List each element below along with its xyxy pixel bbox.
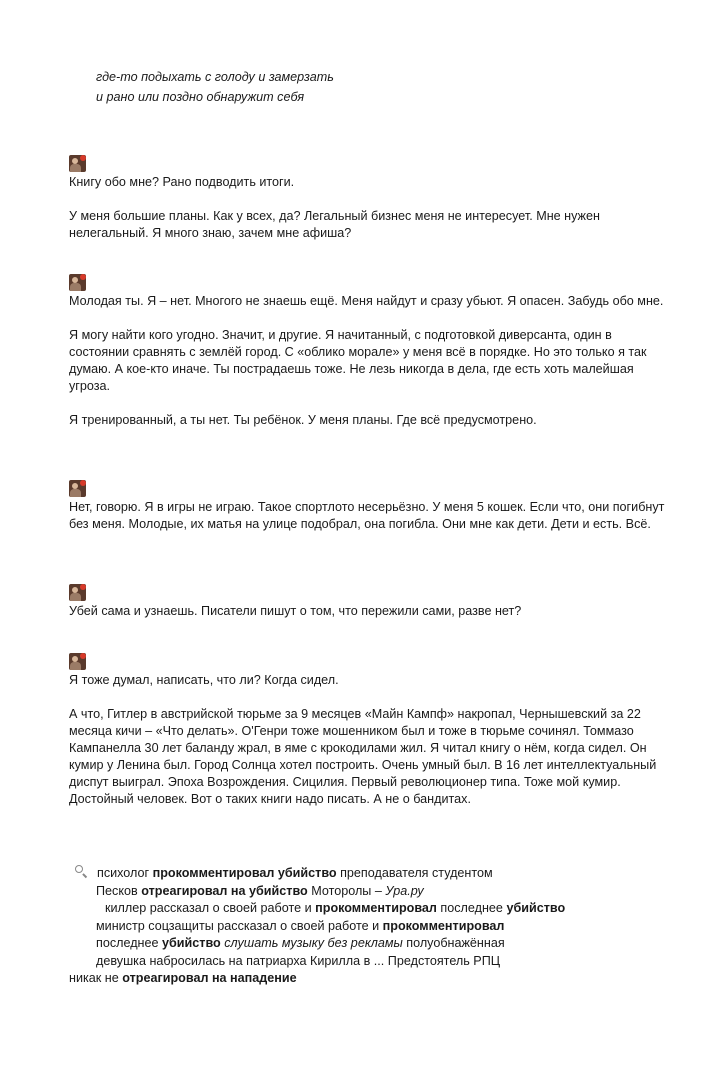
message-block — [69, 653, 669, 808]
avatar-icon — [69, 653, 86, 670]
poem-line: и рано или поздно обнаружит себя — [96, 90, 305, 104]
suggestion-text: слушать музыку без рекламы — [224, 936, 403, 950]
suggestion-text: убийство — [162, 936, 221, 950]
suggestion-text: девушка набросилась на патриарха Кирилла в ... Предстоятель РПЦ — [96, 953, 501, 968]
message-paragraph: Книгу обо мне? Рано подводить итоги. — [69, 175, 295, 189]
message-paragraph: У меня большие планы. Как у всех, да? Легальный бизнес меня не интересует. Мне нужен нелегальный. Я много знаю, зачем мне афиша? — [69, 209, 600, 240]
suggestion-text: убийство — [506, 901, 566, 915]
search-icon — [75, 865, 87, 877]
suggestion-text: отреагировал на нападение — [122, 971, 297, 985]
suggestion-text: последнее — [436, 901, 507, 915]
avatar-icon — [69, 155, 86, 172]
poem-line: где-то подыхать с голоду и замерзать — [96, 70, 334, 84]
message-block — [69, 584, 669, 620]
suggestion-text: Моторолы – — [307, 883, 386, 898]
suggestion-text: последнее — [96, 936, 163, 950]
suggestion-text: отреагировал на убийство — [141, 883, 308, 898]
suggestion-text: киллер рассказал о своей работе и — [105, 901, 316, 915]
message-paragraph: Молодая ты. Я – нет. Многого не знаешь ещё. Меня найдут и сразу убьют. Я опасен. Забудь обо мне. — [69, 294, 664, 308]
message-paragraph: Я могу найти кого угодно. Значит, и другие. Я начитанный, с подготовкой диверсанта, один в состоянии сравнять с землёй город. С «облико морале» у меня всё в порядке. Но это только я так думаю. А кое-кто иначе. Ты пострадаешь тоже. Не лезь никогда в дела, где есть хоть малейшая угроза. — [69, 328, 647, 393]
suggestion-text: Ура.ру — [385, 883, 424, 898]
avatar-icon — [69, 480, 86, 497]
search-suggestion[interactable] — [97, 865, 493, 882]
message-paragraph: Я тренированный, а ты нет. Ты ребёнок. У меня планы. Где всё предусмотрено. — [69, 413, 537, 427]
search-suggestion[interactable] — [96, 935, 505, 952]
message-block — [69, 480, 669, 533]
suggestion-text: полуобнажённая — [402, 936, 505, 950]
suggestion-text: прокомментировал — [382, 918, 505, 933]
suggestion-text: психолог — [97, 866, 153, 880]
search-suggestion[interactable] — [96, 953, 500, 970]
message-paragraph: А что, Гитлер в австрийской тюрьме за 9 месяцев «Майн Кампф» накропал, Чернышевский за 22 месяца кичи – «Что делать». О'Генри тоже мошенником был и тоже в тюрьме сочинял. Томмазо Кампанелла 30 лет баланду жрал, в яме с крокодилами жил. Я читал книгу о нём, когда сидел. Он кумир у Ленина был. Город Солнца хотел построить. Очень умный был. В 16 лет интеллектуальный диспут выиграл. Эпоха Возрождения. Сицилия. Первый революционер типа. Тоже мой кумир. Достойный человек. Вот о таких книги надо писать. А не о бандитах. — [69, 707, 657, 806]
message-paragraph: Нет, говорю. Я в игры не играю. Такое спортлото несерьёзно. У меня 5 кошек. Если что, они погибнут без меня. Молодые, их матья на улице подобрал, она погибла. Они мне как дети. Дети и есть. Всё. — [69, 500, 665, 531]
avatar-icon — [69, 584, 86, 601]
message-paragraph: Я тоже думал, написать, что ли? Когда сидел. — [69, 673, 339, 687]
message-paragraph: Убей сама и узнаешь. Писатели пишут о том, что пережили сами, разве нет? — [69, 604, 522, 618]
suggestion-text: Песков — [96, 883, 142, 898]
search-suggestion[interactable] — [96, 918, 504, 935]
poem-fragment — [96, 67, 334, 107]
search-suggestion[interactable] — [96, 883, 424, 900]
message-block — [69, 155, 669, 242]
message-block — [69, 274, 669, 429]
suggestion-text: прокомментировал — [315, 901, 437, 915]
suggestion-text: никак не — [69, 971, 123, 985]
suggestion-text: министр соцзащиты рассказал о своей работе и — [96, 918, 383, 933]
suggestion-text: преподавателя студентом — [336, 866, 493, 880]
avatar-icon — [69, 274, 86, 291]
search-suggestion[interactable] — [69, 970, 297, 987]
suggestion-text: прокомментировал убийство — [152, 866, 337, 880]
search-suggestion[interactable] — [105, 900, 565, 917]
